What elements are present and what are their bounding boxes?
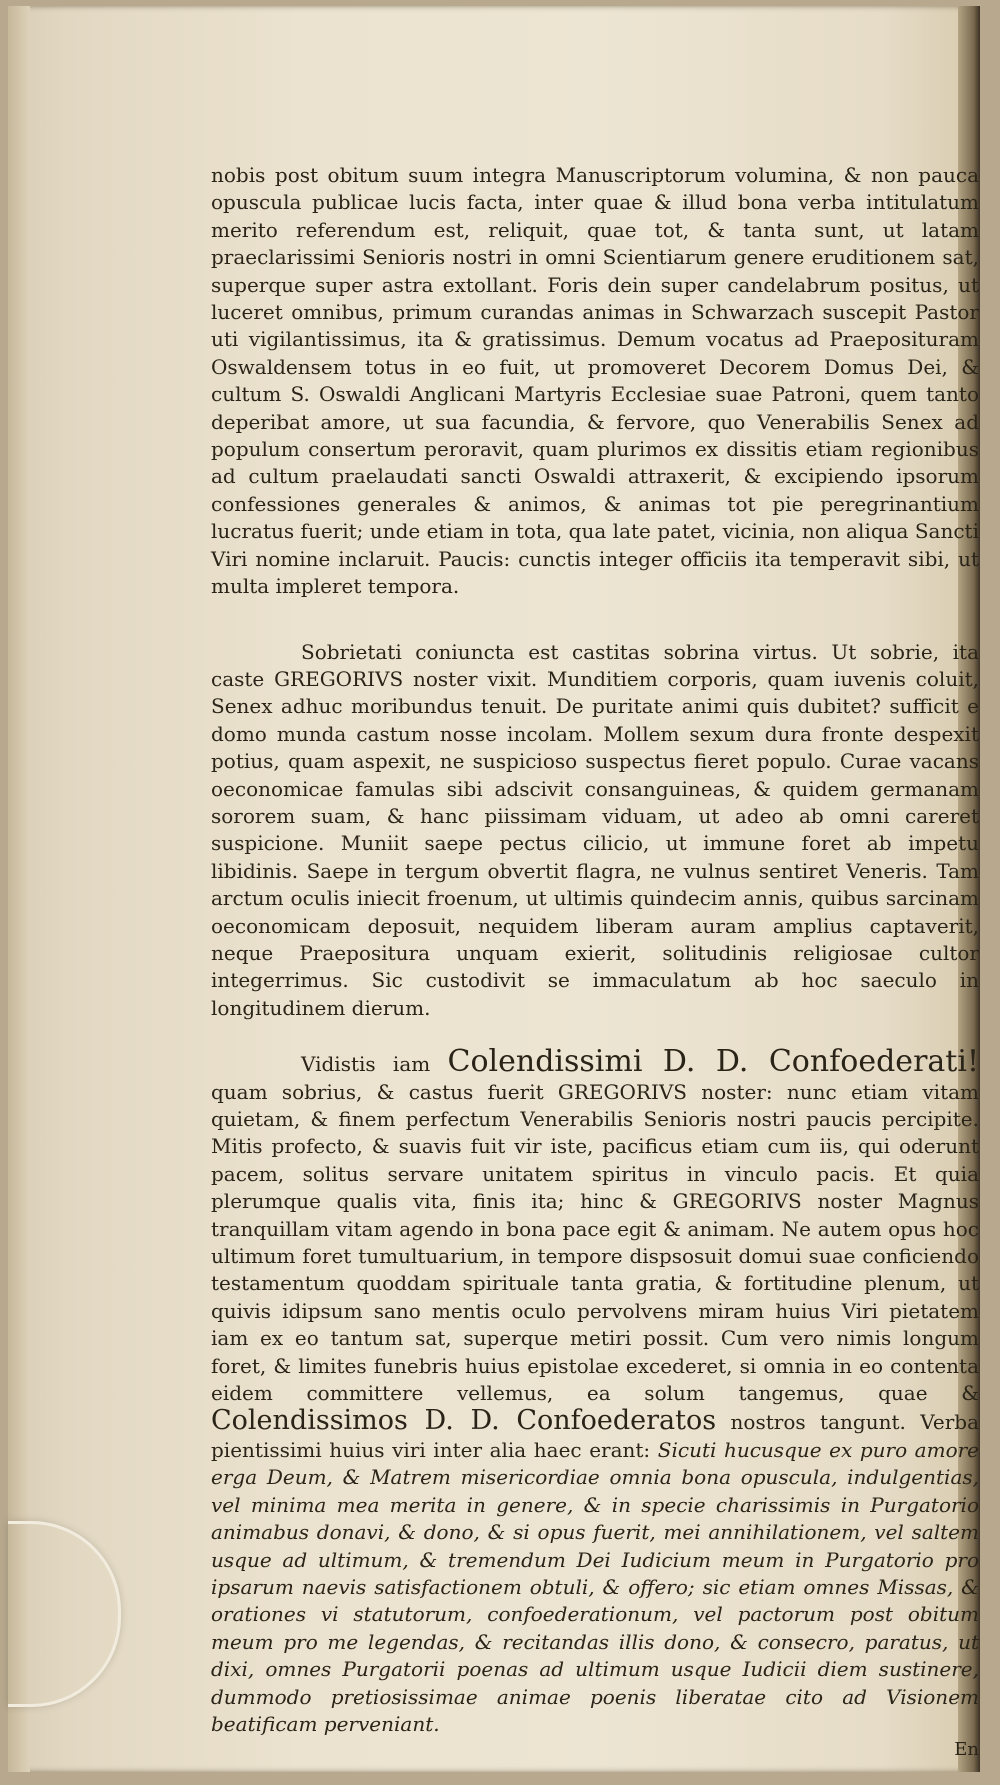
address-heading: Colendissimi D. D. Confoederati!	[447, 1044, 979, 1080]
testament-quote: Sicuti hucusque ex puro amore erga Deum, & Matrem misericordiae omnia bona opuscula, indulgentias, vel minima mea merita in genere, & in specie charissimis in Purgatorio animabus donavi, & dono, & si opus fuerit, mei annihilationem, vel saltem usque ad ultimum, & tremendum Dei Iudicium meum in Purgatorio pro ipsarum naevis satisfactionem obtuli, & offero; sic etiam omnes Missas, & orationes vi statutorum, confoederationum, vel pactorum post obitum meum pro me legendas, & recitandas illis dono, & consecro, paratus, ut dixi, omnes Purgatorii poenas ad ultimum usque Iudicii diem sustinere, dummodo pretiosissimae animae poenis liberatae cito ad Visionem beatificam perveniant.	[211, 1437, 980, 1736]
binding-shadow	[8, 6, 30, 1772]
paragraph-3-text-a: quam sobrius, & castus fuerit GREGORIVS noster: nunc etiam vitam quietam, & finem perfectum Venerabilis Senioris nostri paucis percipite. Mitis profecto, & suavis fuit vir iste, pacificus etiam cum iis, qui oderunt pacem, solitus servare unitatem spiritus in vinculo pacis. Et quia plerumque qualis vita, finis ita; hinc & GREGORIVS noster Magnus tranquillam vitam agendo in bona pace egit & animam. Ne autem opus hoc ultimum foret tumultuarium, in tempore dispsosuit domui suae conficiendo testamentum quoddam spirituale tanta gratia, & fortitudine plenum, ut quivis idipsum sano mentis oculo pervolvens miram huius Viri pietatem iam ex eo tantum sat, superque metiri possit. Cum vero nimis longum foret, & limites funebris huius epistolae excederet, si omnia in eo contenta eidem committere vellemus, ea solum tangemus, quae &	[211, 1079, 979, 1406]
paragraph-3-text-b: nostros tangunt. Verba pientissimi huius viri inter alia haec erant:	[211, 1410, 980, 1462]
paper-curl	[8, 1521, 121, 1707]
paragraph-3	[211, 1044, 980, 1738]
document-text	[211, 162, 979, 1764]
paragraph-2: Sobrietati coniuncta est castitas sobrina virtus. Ut sobrie, ita caste GREGORIVS noster vixit. Munditiem corporis, quam iuvenis coluit, Senex adhuc moribundus tenuit. De puritate animi quis dubitet? sufficit e domo munda castum nosse incolam. Mollem sexum dura fronte despexit potius, quam aspexit, ne suspicioso suspectus fieret populo. Curae vacans oeconomicae famulas sibi adscivit consanguineas, & quidem germanam sororem suam, & hanc piissimam viduam, ut adeo ab omni careret suspicione. Muniit saepe pectus cilicio, ut immune foret ab impetu libidinis. Saepe in tergum obvertit flagra, ne vulnus sentiret Veneris. Tam arctum oculis iniecit froenum, ut ultimis quindecim annis, quibus sarcinam oeconomicam deposuit, nequidem liberam auram amplius captaverit, neque Praepositura unquam exierit, solitudinis religiosae cultor integerrimus. Sic custodivit se immaculatum ab hoc saeculo in longitudinem dierum.	[211, 639, 979, 1020]
address-heading-2: Colendissimos D. D. Confoederatos	[211, 1405, 717, 1437]
paragraph-1: nobis post obitum suum integra Manuscriptorum volumina, & non pauca opuscula publicae lucis facta, inter quae & illud bona verba intitulatum merito referendum est, reliquit, quae tot, & tanta sunt, ut latam praeclarissimi Senioris nostri in omni Scientiarum genere eruditionem sat, superque super astra extollant. Foris dein super candelabrum positus, ut luceret omnibus, primum curandas animas in Schwarzach suscepit Pastor uti vigilantissimus, ita & gratissimus. Demum vocatus ad Praeposituram Oswaldensem totus in eo fuit, ut promoveret Decorem Domus Dei, & cultum S. Oswaldi Anglicani Martyris Ecclesiae suae Patroni, quem tanto deperibat amore, ut sua facundia, & fervore, quo Venerabilis Senex ad populum consertum peroravit, quam plurimos ex dissitis etiam regionibus ad cultum praelaudati sancti Oswaldi attraxerit, & excipiendo ipsorum confessiones generales & animos, & animas tot pie peregrinantium lucratus fuerit; unde etiam in tota, qua late patet, vicinia, non aliqua Sancti Viri nomine inclaruit. Paucis: cunctis integer officiis ita temperavit sibi, ut multa impleret tempora.	[211, 163, 979, 599]
paragraph-3-opening: Vidistis iam	[301, 1052, 431, 1077]
catchword: En	[954, 1739, 979, 1761]
